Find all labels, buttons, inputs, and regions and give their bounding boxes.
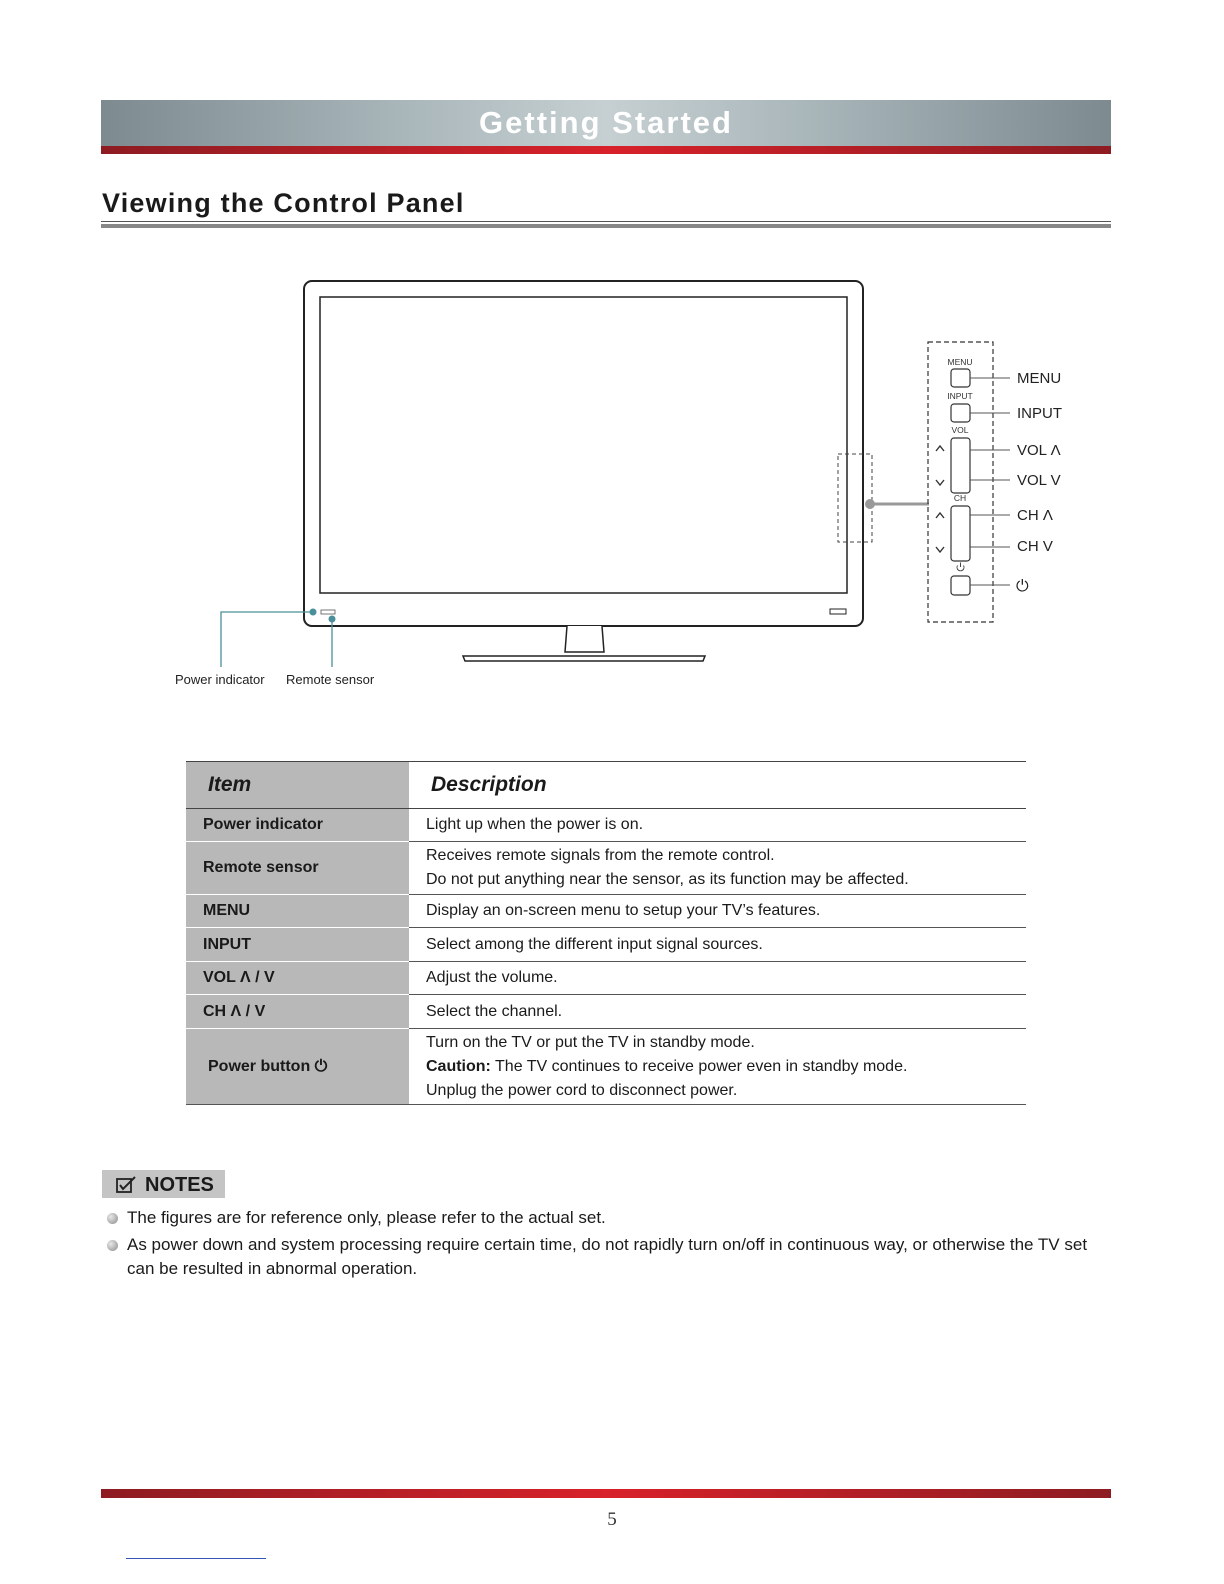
table-row	[186, 962, 1026, 995]
panel-label-input: INPUT	[947, 391, 973, 401]
description-line: Do not put anything near the sensor, as its function may be affected.	[426, 871, 909, 888]
footer-red-stripe	[101, 1489, 1111, 1498]
side-label-ch-up: CH Λ	[1017, 507, 1053, 524]
control-panel-diagram	[0, 0, 1224, 720]
description-line: Display an on-screen menu to setup your TV’s features.	[426, 902, 821, 919]
description-line: Receives remote signals from the remote control.	[426, 847, 775, 864]
row-item: Power button ⏻	[186, 1029, 409, 1105]
side-label-menu: MENU	[1017, 370, 1062, 387]
table-row	[186, 995, 1026, 1029]
vol-down-chevron-icon	[936, 480, 944, 485]
notes-label: NOTES	[145, 1174, 214, 1196]
tv-stand-base	[463, 656, 705, 661]
row-description	[409, 995, 1026, 1029]
description-line: Light up when the power is on.	[426, 816, 644, 833]
table-row	[186, 928, 1026, 962]
bullet-icon	[107, 1213, 118, 1224]
vol-key	[951, 438, 970, 493]
row-description	[409, 1029, 1026, 1105]
callout-remote-sensor: Remote sensor	[286, 672, 375, 687]
control-panel-table	[186, 761, 1026, 1105]
ch-key	[951, 506, 970, 561]
description-line: Adjust the volume.	[426, 969, 558, 986]
power-key	[951, 576, 970, 595]
tv-logo-slot	[830, 609, 846, 614]
row-description	[409, 895, 1026, 928]
notes-tab	[102, 1170, 225, 1198]
description-line: Turn on the TV or put the TV in standby mode.	[426, 1033, 755, 1051]
row-description	[409, 842, 1026, 895]
description-line: Select among the different input signal sources.	[426, 935, 763, 953]
side-label-ch-down: CH V	[1017, 538, 1053, 555]
panel-label-ch: CH	[953, 493, 967, 503]
row-item: INPUT	[186, 928, 409, 962]
table-header-row	[186, 762, 1026, 809]
row-description	[409, 962, 1026, 995]
table-row	[186, 1029, 1026, 1105]
ch-up-chevron-icon	[936, 513, 944, 518]
panel-label-vol: VOL	[951, 425, 969, 435]
tv-stand-neck	[565, 626, 604, 652]
side-label-input: INPUT	[1017, 405, 1062, 422]
row-description	[409, 928, 1026, 962]
header-item: Item	[186, 762, 409, 809]
tv-screen	[320, 297, 847, 593]
sensor-window	[321, 610, 335, 614]
side-label-vol-down: VOL V	[1017, 472, 1061, 489]
tv-illustration	[0, 0, 1224, 720]
small-power-icon	[957, 563, 964, 571]
description-line: Select the channel.	[426, 1002, 563, 1020]
caution-label: Caution:	[426, 1057, 491, 1075]
banner-title: Getting Started	[479, 105, 733, 140]
row-description	[409, 809, 1026, 842]
ch-down-chevron-icon	[936, 547, 944, 552]
row-item: MENU	[186, 895, 409, 928]
remote-sensor-dot	[329, 616, 336, 623]
side-label-vol-up: VOL Λ	[1017, 442, 1061, 459]
caution-text: The TV continues to receive power even in standby mode.	[490, 1057, 908, 1075]
header-description: Description	[409, 762, 1026, 809]
table-row	[186, 895, 1026, 928]
power-indicator-dot	[310, 609, 317, 616]
note-item: The figures are for reference only, please refer to the actual set.	[127, 1208, 606, 1227]
caution-line	[426, 1055, 1026, 1079]
row-item: Power indicator	[186, 809, 409, 842]
side-label-power-icon: ⏻	[1016, 576, 1029, 595]
vol-up-chevron-icon	[936, 446, 944, 451]
description-line: Unplug the power cord to disconnect power.	[426, 1081, 738, 1099]
row-item: VOL Λ / V	[186, 962, 409, 995]
section-title: Viewing the Control Panel	[102, 188, 465, 218]
menu-key	[951, 369, 970, 387]
table-row	[186, 809, 1026, 842]
row-item: CH Λ / V	[186, 995, 409, 1029]
panel-label-menu: MENU	[947, 357, 973, 367]
page-number: 5	[607, 1509, 617, 1530]
table-row	[186, 842, 1026, 895]
bullet-icon	[107, 1240, 118, 1251]
input-key	[951, 404, 970, 422]
row-item: Remote sensor	[186, 842, 409, 895]
checkbox-pencil-icon	[116, 1175, 138, 1194]
footer-underline	[126, 1558, 266, 1559]
note-item: As power down and system processing require certain time, do not rapidly turn on/off in continuous way, or otherwise the TV set can be resulted in abnormal operation.	[127, 1235, 1088, 1278]
callout-power-indicator: Power indicator	[175, 672, 265, 687]
power-indicator-leader	[221, 612, 313, 667]
